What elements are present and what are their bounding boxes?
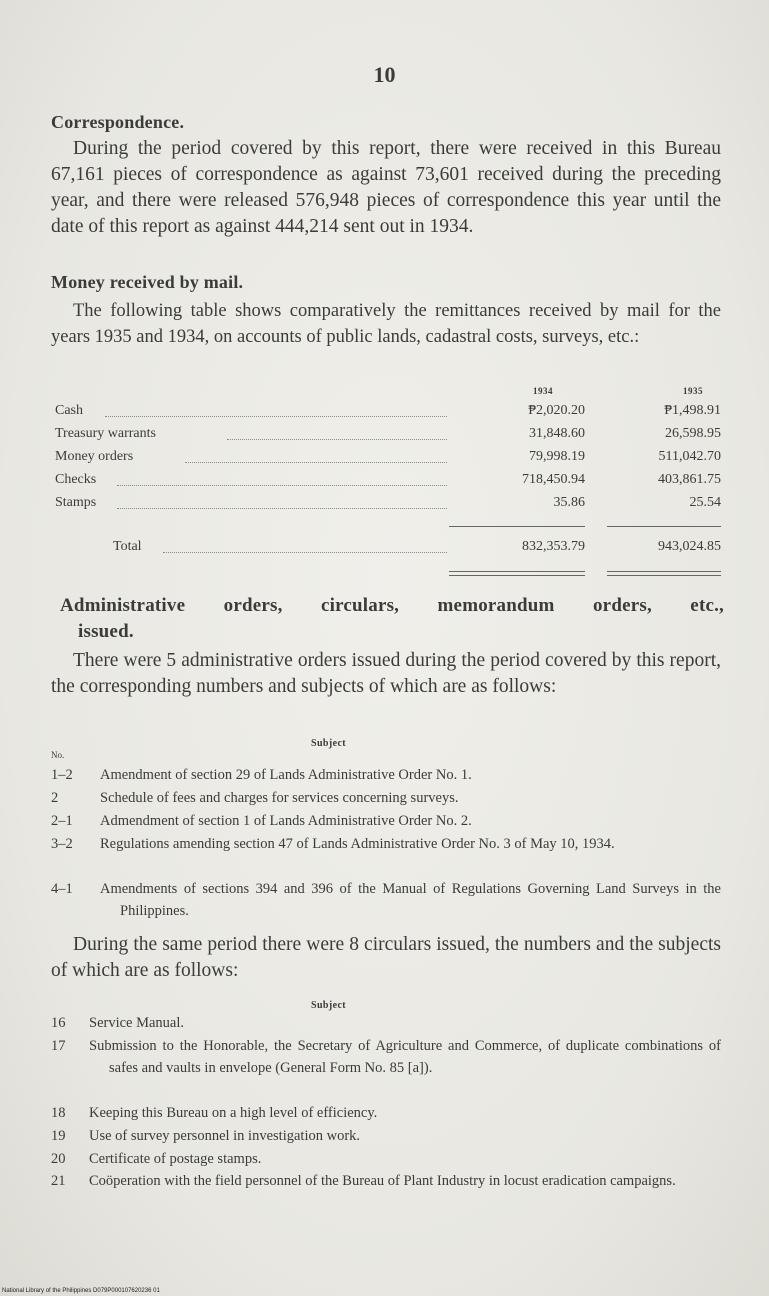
leader-dots	[117, 508, 447, 509]
value-1934: 35.86	[553, 495, 585, 510]
value-1935: ₱1,498.91	[664, 403, 721, 418]
money-paragraph: The following table shows comparatively the remittances received by mail for the years 1935 and 1934, on accounts of public lands, cadastral costs, surveys, etc.:	[51, 301, 721, 347]
circular-subject: Use of survey personnel in investigation work.	[89, 1128, 361, 1144]
total-1934: 832,353.79	[522, 539, 585, 554]
table-row	[55, 403, 723, 425]
circular-subject: Submission to the Honorable, the Secretary of Agriculture and Commerce, of duplicate combinations of safes and vaults in envelope (General Form No. 85 [a]).	[89, 1038, 721, 1076]
circular-number: 20	[51, 1151, 66, 1167]
total-label: Total	[113, 539, 142, 554]
row-label: Checks	[55, 472, 97, 487]
circular-subject: Keeping this Bureau on a high level of efficiency.	[89, 1105, 378, 1121]
library-footer: National Library of the Philippines D079P000107620236 01	[2, 1288, 160, 1294]
order-subject: Schedule of fees and charges for services concerning surveys.	[100, 790, 459, 806]
subtotal-rule	[449, 526, 585, 527]
total-1935: 943,024.85	[658, 539, 721, 554]
leader-dots	[185, 462, 447, 463]
money-heading: Money received by mail.	[51, 272, 244, 292]
table-row	[55, 495, 723, 517]
circular-number: 19	[51, 1128, 66, 1144]
column-header-1934: 1934	[533, 386, 553, 396]
circulars-paragraph: During the same period there were 8 circulars issued, the numbers and the subjects of which are as follows:	[51, 934, 721, 981]
leader-dots	[117, 485, 447, 486]
order-number: 2	[51, 790, 59, 806]
value-1934: 79,998.19	[529, 449, 585, 464]
value-1934: ₱2,020.20	[528, 403, 585, 418]
subtotal-rule	[607, 526, 721, 527]
admin-heading: Administrative orders, circulars, memorandum orders, etc.,	[60, 595, 724, 616]
value-1935: 403,861.75	[658, 472, 721, 487]
double-rule	[607, 575, 721, 576]
admin-paragraph: There were 5 administrative orders issued during the period covered by this report, the corresponding numbers and subjects of which are as follows:	[51, 650, 721, 697]
table-row	[55, 472, 723, 494]
page-number: 10	[373, 62, 396, 87]
leader-dots	[163, 552, 447, 553]
row-label: Stamps	[55, 495, 97, 510]
row-label: Money orders	[55, 449, 134, 464]
order-subject: Amendment of section 29 of Lands Administrative Order No. 1.	[100, 767, 472, 783]
leader-dots	[227, 439, 447, 440]
double-rule	[449, 571, 585, 572]
order-subject: Admendment of section 1 of Lands Administrative Order No. 2.	[100, 813, 472, 829]
correspondence-heading: Correspondence.	[51, 112, 185, 132]
circular-subject: Service Manual.	[89, 1015, 185, 1031]
double-rule	[607, 571, 721, 572]
row-label: Cash	[55, 403, 83, 418]
value-1934: 31,848.60	[529, 426, 585, 441]
value-1935: 25.54	[689, 495, 721, 510]
circular-number: 17	[51, 1038, 66, 1054]
circular-number: 16	[51, 1015, 66, 1031]
circular-subject: Certificate of postage stamps.	[89, 1151, 262, 1167]
row-label: Treasury warrants	[55, 426, 156, 441]
value-1934: 718,450.94	[522, 472, 585, 487]
circular-number: 18	[51, 1105, 66, 1121]
circulars-subject-header: Subject	[311, 1000, 347, 1011]
circular-number: 21	[51, 1173, 66, 1189]
no-header: No.	[51, 750, 65, 760]
double-rule	[449, 575, 585, 576]
table-row	[55, 426, 723, 448]
order-number: 4–1	[51, 881, 73, 897]
order-subject: Regulations amending section 47 of Lands Administrative Order No. 3 of May 10, 1934.	[100, 836, 615, 852]
order-number: 2–1	[51, 813, 73, 829]
leader-dots	[105, 416, 447, 417]
order-number: 1–2	[51, 767, 73, 783]
value-1935: 511,042.70	[658, 449, 721, 464]
circular-subject: Coöperation with the field personnel of the Bureau of Plant Industry in locust eradication campaigns.	[89, 1173, 676, 1189]
order-subject: Amendments of sections 394 and 396 of the Manual of Regulations Governing Land Surveys in the Philippines.	[100, 881, 721, 919]
value-1935: 26,598.95	[665, 426, 721, 441]
correspondence-paragraph: During the period covered by this report, there were received in this Bureau 67,161 pieces of correspondence as against 73,601 received during the preceding year, and there were released 576,948 pieces of correspondence this year until the date of this report as against 444,214 sent out in 1934.	[51, 138, 721, 237]
column-header-1935: 1935	[683, 386, 703, 396]
subject-header: Subject	[311, 738, 347, 749]
admin-heading-cont: issued.	[78, 621, 134, 642]
total-row	[55, 539, 723, 561]
table-row	[55, 449, 723, 471]
order-number: 3–2	[51, 836, 73, 852]
